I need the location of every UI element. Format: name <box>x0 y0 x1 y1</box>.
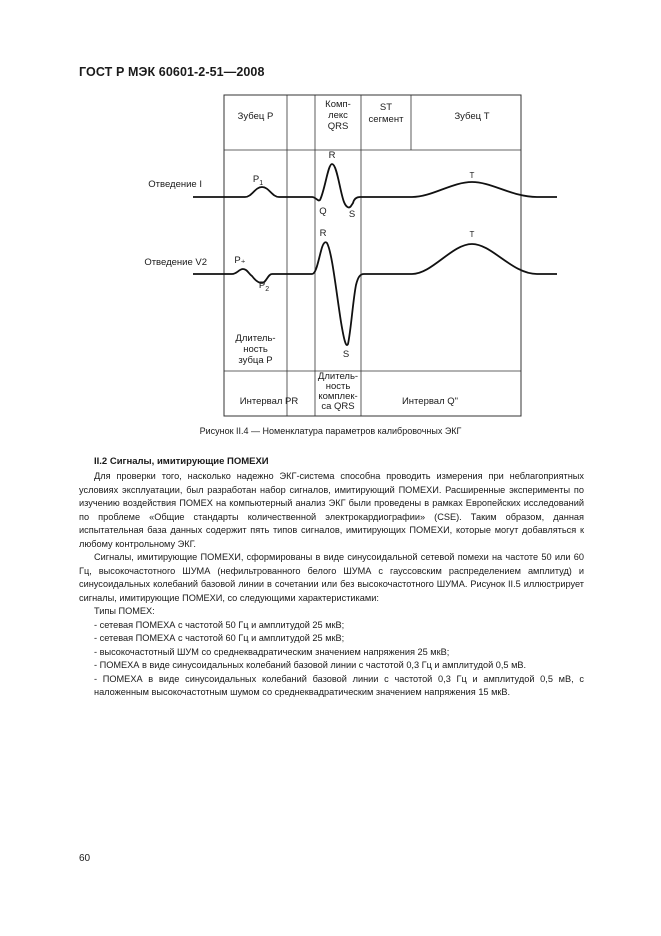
col-qrs-line-3: QRS <box>327 121 349 132</box>
document-header: ГОСТ Р МЭК 60601-2-51—2008 <box>79 65 265 79</box>
p1-subscript: 1 <box>259 179 264 187</box>
r1-label: R <box>328 150 336 161</box>
types-title: Типы ПОМЕХ: <box>94 606 155 616</box>
qt-interval-label: Интервал Q" <box>401 396 459 407</box>
t1-label: T <box>469 171 475 180</box>
col-st-label <box>361 102 411 126</box>
diagram-frame <box>224 95 521 416</box>
q1-label: Q <box>319 206 327 217</box>
col-qrs-label <box>315 99 361 132</box>
col-t-wave-label: Зубец T <box>454 111 490 122</box>
page-number: 60 <box>79 853 91 864</box>
s1-label: S <box>348 209 356 220</box>
p-duration-line-3: зубца P <box>238 355 273 366</box>
col-st-line-1: ST <box>379 102 393 113</box>
lead-i-trace <box>193 164 557 207</box>
s2-label: S <box>342 349 350 360</box>
p-plus-label: P₊ <box>234 255 246 266</box>
paragraph-2: Сигналы, имитирующие ПОМЕХИ, сформированы в виде синусоидальной сетевой помехи на частоте 50 или 60 Гц, высокочастотного ШУМА (нефильтрованного белого ШУМА с гауссовским распределением амплитуд) и синусоидальных колебаний базовой линии в сочетании или без высокочастотного ШУМА. Рисунок II.5 иллюстрирует сигналы, имитирующие ПОМЕХИ, со следующими характеристиками: <box>79 552 584 603</box>
list-item: - ПОМЕХА в виде синусоидальных колебаний базовой линии с частотой 0,3 Гц и амплитудой 0,5 мВ. <box>94 660 527 670</box>
qrs-duration-line-3: комплек- <box>318 391 358 402</box>
list-item: - сетевая ПОМЕХА с частотой 60 Гц и амплитудой 25 мкВ; <box>94 633 345 643</box>
p-duration-line-1: Длитель- <box>235 333 276 344</box>
section-body <box>79 470 584 700</box>
lead-v2-label: Отведение V2 <box>144 257 207 268</box>
pr-interval-label: Интервал PR <box>239 396 299 407</box>
section-title: II.2 Сигналы, имитирующие ПОМЕХИ <box>94 456 269 467</box>
list-item: - ПОМЕХА в виде синусоидальных колебаний базовой линии с частотой 0,3 Гц и амплитудой 0,5 мВ, с наложенным высокочастотным шумом со среднеквадратическим значением напряжения 15 мкВ. <box>94 673 584 697</box>
figure-caption: Рисунок II.4 — Номенклатура параметров калибровочных ЭКГ <box>199 426 462 436</box>
p2-subscript: 2 <box>265 285 270 293</box>
col-p-wave-label: Зубец P <box>237 111 274 122</box>
list-item: - высокочастотный ШУМ со среднеквадратическим значением напряжения 25 мкВ; <box>94 646 450 657</box>
p-duration-label <box>224 333 287 366</box>
col-qrs-line-2: лекс <box>328 110 348 121</box>
ecg-nomenclature-figure <box>0 0 661 420</box>
qrs-duration-line-1: Длитель- <box>317 371 359 382</box>
qrs-duration-label <box>315 372 361 412</box>
p2-label <box>256 281 272 295</box>
list-item: - сетевая ПОМЕХА с частотой 50 Гц и амплитудой 25 мкВ; <box>94 619 345 630</box>
col-qrs-line-1: Комп- <box>325 99 351 110</box>
col-st-line-2: сегмент <box>368 114 404 125</box>
qrs-duration-line-4: са QRS <box>321 401 355 412</box>
ecg-diagram <box>0 0 661 420</box>
p1-letter: P <box>252 174 260 185</box>
p-duration-line-2: ность <box>243 344 268 355</box>
p2-letter: P <box>258 280 266 291</box>
p1-label <box>250 175 266 189</box>
lead-v2-trace <box>193 242 557 345</box>
r2-label: R <box>319 228 327 239</box>
paragraph-1: Для проверки того, насколько надежно ЭКГ-система способна проводить измерения при неблагоприятных условиях эксплуатации, был разработан набор сигналов, имитирующий ПОМЕХИ. Расширенные эксперименты по изучению воздействия ПОМЕХ на компьютерный анализ ЭКГ были проведены в рамках Европейских исследований по проблеме «Общие стандарты количественной электрокардиографии» (CSE). Таким образом, данная испытательная база данных содержит пять типов сигналов, имитирующих ПОМЕХИ, которые могут добавляться к любому контрольному ЭКГ. <box>79 471 584 549</box>
t2-label: T <box>469 230 475 239</box>
lead-i-label: Отведение I <box>148 179 202 190</box>
qrs-duration-line-2: ность <box>325 381 351 392</box>
